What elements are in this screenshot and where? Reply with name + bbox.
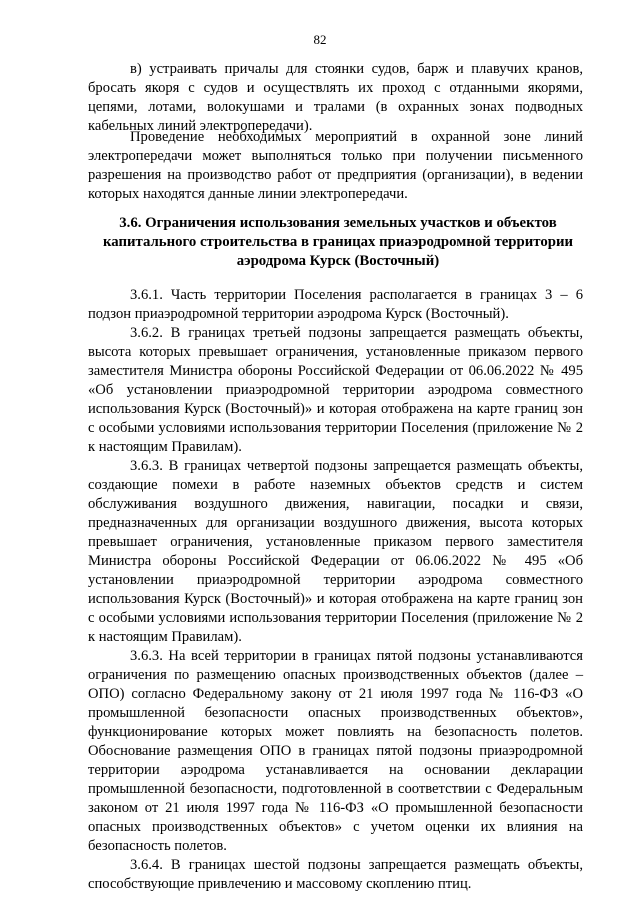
paragraph: 3.6.2. В границах третьей подзоны запрещается размещать объекты, высота которых превышает ограничения, установленные приказом первого заместителя Министра обороны Российской Федерации от 06.06.2022 № 495 «Об установлении приаэродромной территории аэродрома совместного использования Курск (Восточный)» и которая отображена на карте границ зон с особыми условиями использования территории Поселения (приложение № 2 к настоящим Правилам). (88, 325, 583, 455)
paragraph: 3.6.3. На всей территории в границах пятой подзоны устанавливаются ограничения по размещению опасных производственных объектов (далее – ОПО) согласно Федеральному закону от 21 июля 1997 года № 116-ФЗ «О промышленной безопасности опасных производственных объектов», функционирование которых может повлиять на безопасность полетов. Обоснование размещения ОПО в границах пятой подзоны приаэродромной территории аэродрома устанавливается на основании декларации промышленной безопасности, подготовленной в соответствии с Федеральным законом от 21 июля 1997 года № 116-ФЗ «О промышленной безопасности опасных производственных объектов» с учетом оценки их влияния на безопасность полетов. (88, 648, 583, 854)
page-number: 82 (313, 32, 327, 47)
section-body (88, 286, 583, 894)
paragraph-block (88, 128, 583, 204)
paragraph: в) устраивать причалы для стоянки судов, барж и плавучих кранов, бросать якоря с судов и осуществлять их проход с отданными якорями, цепями, лотами, волокушами и тралами (в охранных зонах подводных кабельных линий электропередачи). (88, 61, 583, 134)
paragraph-block (88, 60, 583, 136)
paragraph: 3.6.3. В границах четвертой подзоны запрещается размещать объекты, создающие помехи в работе наземных объектов средств и систем обслуживания воздушного движения, навигации, посадки и связи, предназначенных для организации воздушного движения, высота которых превышает ограничения, установленные приказом первого заместителя Министра обороны Российской Федерации от 06.06.2022 № 495 «Об установлении приаэродромной территории аэродрома совместного использования Курск (Восточный)» и которая отображена на карте границ зон с особыми условиями использования территории Поселения (приложение № 2 к настоящим Правилам). (88, 458, 583, 645)
paragraph: Проведение необходимых мероприятий в охранной зоне линий электропередачи может выполняться только при получении письменного разрешения на производство работ от предприятия (организации), в ведении которых находятся данные линии электропередачи. (88, 129, 583, 202)
paragraph: 3.6.1. Часть территории Поселения располагается в границах 3 – 6 подзон приаэродромной территории аэродрома Курск (Восточный). (88, 287, 583, 322)
section-heading: 3.6. Ограничения использования земельных участков и объектов капитального строительства в границах приаэродромной территории аэродрома Курск (Восточный) (102, 215, 574, 269)
paragraph: 3.6.4. В границах шестой подзоны запрещается размещать объекты, способствующие привлечению и массовому скоплению птиц. (88, 857, 583, 892)
